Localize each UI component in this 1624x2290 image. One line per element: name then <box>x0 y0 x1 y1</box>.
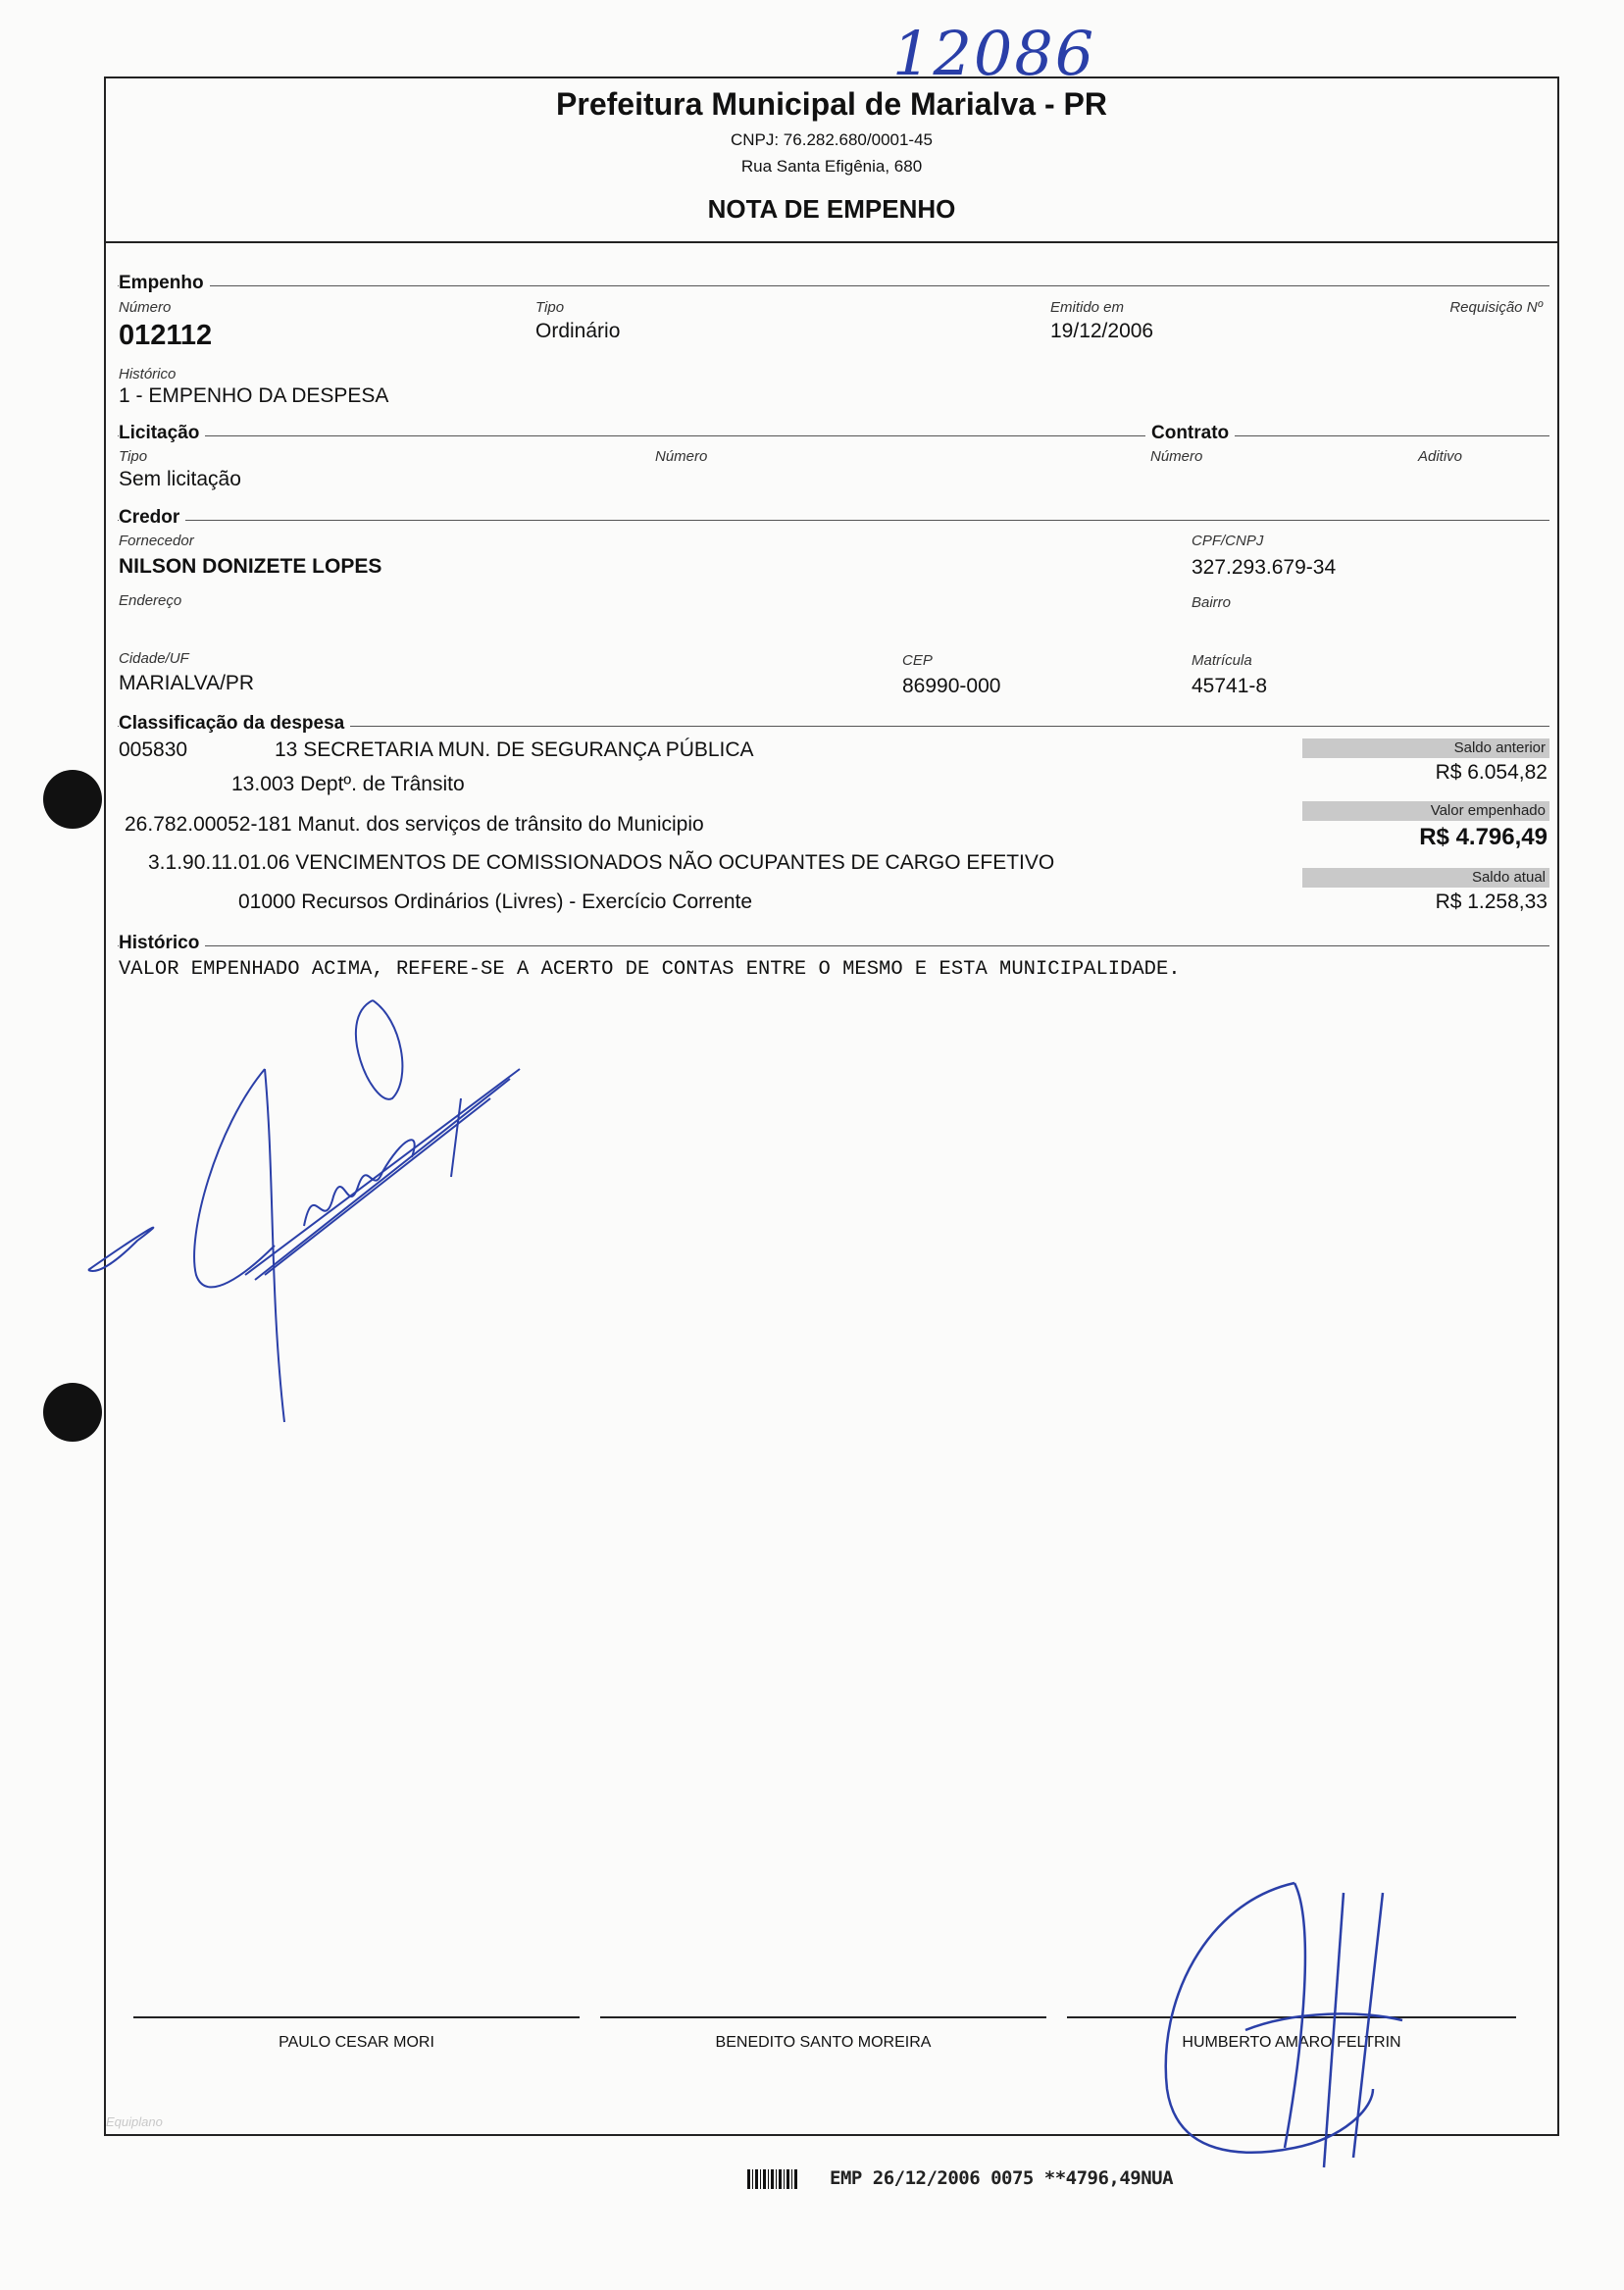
cidade-value: MARIALVA/PR <box>119 672 255 694</box>
empenho-historico-label: Histórico <box>119 366 177 382</box>
contrato-section-title: Contrato <box>1145 423 1235 444</box>
cep-value: 86990-000 <box>902 675 1001 697</box>
licitacao-tipo-label: Tipo <box>119 448 148 465</box>
licitacao-section-title: Licitação <box>119 423 205 444</box>
historico-rule <box>118 945 1549 946</box>
cnpj-text: CNPJ: 76.282.680/0001-45 <box>730 130 934 149</box>
software-mark: Equiplano <box>106 2114 163 2129</box>
saldo-anterior-label: Saldo anterior <box>1302 738 1549 758</box>
classificacao-section-title: Classificação da despesa <box>119 713 350 735</box>
emitido-date: 19/12/2006 <box>1050 320 1154 342</box>
emitido-label: Emitido em <box>1050 299 1125 316</box>
address-text: Rua Santa Efigênia, 680 <box>740 157 923 176</box>
credor-rule <box>118 520 1549 521</box>
cep-label: CEP <box>902 652 933 669</box>
valor-empenhado-label: Valor empenhado <box>1302 801 1549 821</box>
matricula-value: 45741-8 <box>1192 675 1268 697</box>
bairro-label: Bairro <box>1192 594 1232 611</box>
credor-section-title: Credor <box>119 507 185 529</box>
historico-text: VALOR EMPENHADO ACIMA, REFERE-SE A ACERTO DE CONTAS ENTRE O MESMO E ESTA MUNICIPALIDADE. <box>119 958 1181 981</box>
endereco-label: Endereço <box>119 592 182 609</box>
licitacao-rule <box>118 435 1549 436</box>
class-programa: 26.782.00052-181 Manut. dos serviços de trânsito do Municipio <box>125 813 704 836</box>
matricula-label: Matrícula <box>1192 652 1252 669</box>
licitacao-tipo: Sem licitação <box>119 468 241 490</box>
empenho-numero: 012112 <box>119 320 213 351</box>
cpf-label: CPF/CNPJ <box>1192 533 1264 549</box>
signature-scribble-right <box>1147 1863 1442 2187</box>
punch-hole-top <box>43 770 102 829</box>
payment-stamp: EMP 26/12/2006 0075 **4796,49NUA <box>830 2167 1174 2189</box>
punch-hole-bottom <box>43 1383 102 1442</box>
fornecedor-label: Fornecedor <box>119 533 194 549</box>
cidade-label: Cidade/UF <box>119 650 189 667</box>
cpf-value: 327.293.679-34 <box>1192 556 1337 579</box>
contrato-numero-label: Número <box>1150 448 1203 465</box>
header-divider <box>104 241 1559 243</box>
empenho-tipo: Ordinário <box>535 320 621 342</box>
signatory-2: BENEDITO SANTO MOREIRA <box>715 2034 932 2051</box>
handwritten-number: 12086 <box>892 18 1096 89</box>
empenho-section-title: Empenho <box>119 273 210 294</box>
signature-scribble-left <box>78 981 549 1451</box>
document-title: NOTA DE EMPENHO <box>707 194 956 224</box>
empenho-numero-label: Número <box>119 299 172 316</box>
signatory-3: HUMBERTO AMARO FELTRIN <box>1182 2034 1401 2051</box>
class-elemento: 3.1.90.11.01.06 VENCIMENTOS DE COMISSIONADOS NÃO OCUPANTES DE CARGO EFETIVO <box>148 851 1055 874</box>
saldo-anterior-value: R$ 6.054,82 <box>1435 761 1548 784</box>
barcode-icon <box>747 2169 798 2189</box>
saldo-atual-value: R$ 1.258,33 <box>1435 891 1548 913</box>
signature-line-2 <box>600 2016 1046 2018</box>
empenho-tipo-label: Tipo <box>535 299 565 316</box>
fornecedor-name: NILSON DONIZETE LOPES <box>119 555 382 578</box>
requisicao-label: Requisição Nº <box>1449 299 1543 316</box>
empenho-historico: 1 - EMPENHO DA DESPESA <box>119 384 389 407</box>
contrato-aditivo-label: Aditivo <box>1418 448 1463 465</box>
licitacao-numero-label: Número <box>655 448 708 465</box>
valor-empenhado-value: R$ 4.796,49 <box>1419 824 1548 850</box>
class-departamento: 13.003 Deptº. de Trânsito <box>231 773 465 795</box>
historico-section-title: Histórico <box>119 933 205 954</box>
empenho-rule <box>118 285 1549 286</box>
signature-line-1 <box>133 2016 580 2018</box>
municipality-title: Prefeitura Municipal de Marialva - PR <box>556 86 1107 122</box>
class-code: 005830 <box>119 738 188 761</box>
class-secretaria: 13 SECRETARIA MUN. DE SEGURANÇA PÚBLICA <box>275 738 754 761</box>
saldo-atual-label: Saldo atual <box>1302 868 1549 888</box>
signatory-1: PAULO CESAR MORI <box>279 2034 434 2051</box>
class-recurso: 01000 Recursos Ordinários (Livres) - Exercício Corrente <box>238 891 753 913</box>
